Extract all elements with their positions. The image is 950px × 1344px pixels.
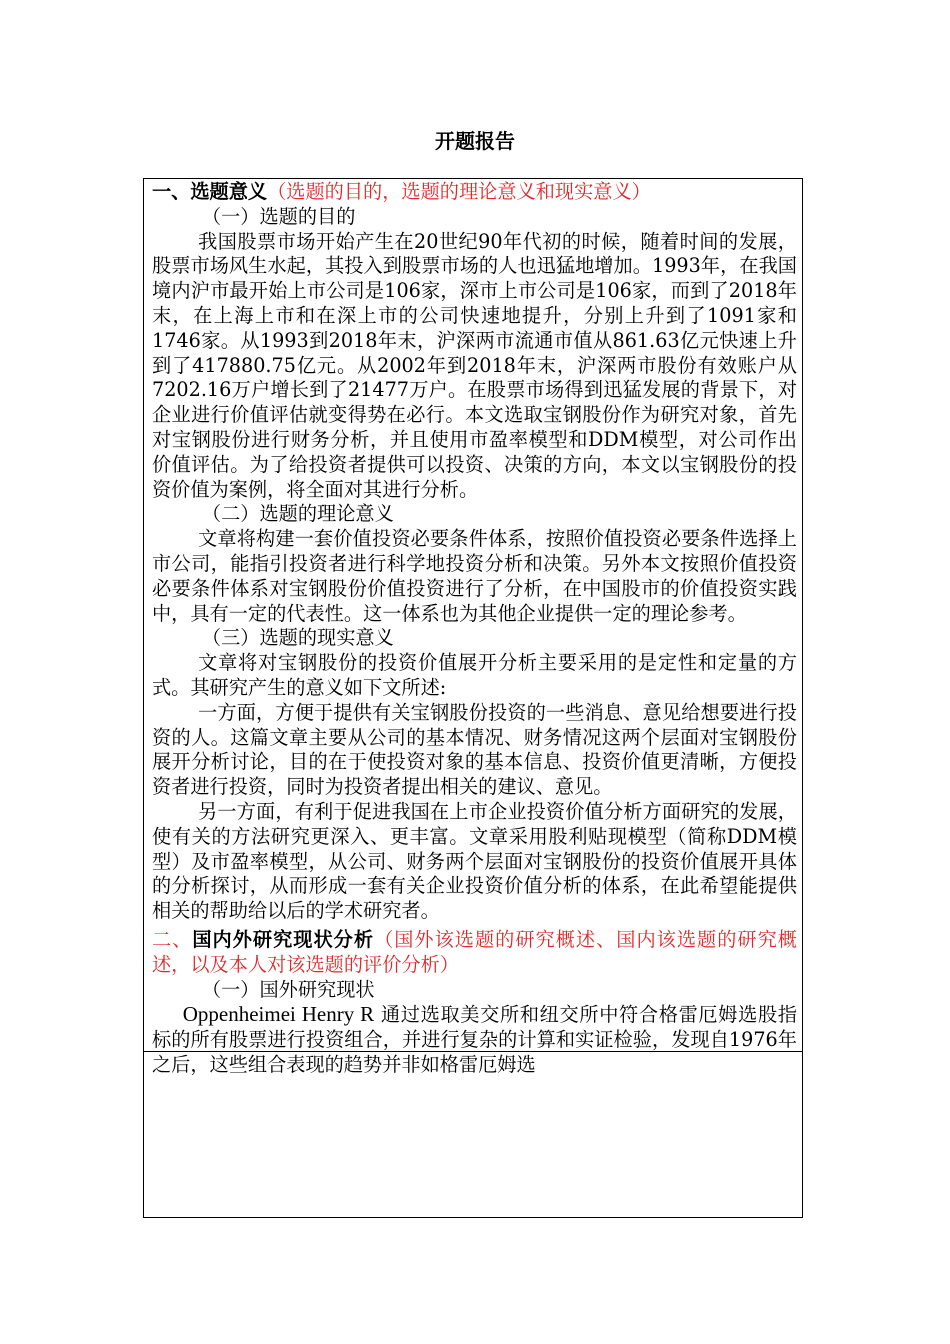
section1-sub3: （三）选题的现实意义 (201, 626, 394, 650)
section1-paragraph-3: 文章将对宝钢股份的投资价值展开分析主要采用的是定性和定量的方式。其研究产生的意义如下文所述: (152, 651, 797, 699)
section1-heading: 一、选题意义 (152, 180, 268, 203)
section2-paragraph-1 (152, 1002, 797, 1077)
page-title: 开题报告 (435, 129, 515, 153)
section1-paragraph-5: 另一方面，有利于促进我国在上市企业投资价值分析方面研究的发展，使有关的方法研究更深入、更丰富。文章采用股利贴现模型（简称DDM模型）及市盈率模型，从公司、财务两个层面对宝钢股份的投资价值展开具体的分析探讨，从而形成一套有关企业投资价值分析的体系，在此希望能提供相关的帮助给以后的学术研究者。 (152, 799, 797, 923)
section1-paragraph-4: 一方面，方便于提供有关宝钢股份投资的一些消息、意见给想要进行投资的人。这篇文章主要从公司的基本情况、财务情况这两个层面对宝钢股份展开分析讨论，目的在于使投资对象的基本信息、投资价值更清晰，方便投资者进行投资，同时为投资者提出相关的建议、意见。 (152, 700, 797, 799)
section2-heading-line (152, 928, 797, 978)
section2-heading-num: 二、 (152, 927, 193, 951)
section1-paragraph-2: 文章将构建一套价值投资必要条件体系，按照价值投资必要条件选择上市公司，能指引投资者进行科学地投资分析和决策。另外本文按照价值投资必要条件体系对宝钢股份价值投资进行了分析，在中国股市的价值投资实践中，具有一定的代表性。这一体系也为其他企业提供一定的理论参考。 (152, 527, 797, 625)
section2-heading: 国内外研究现状分析 (192, 927, 375, 951)
section2-sub1: （一）国外研究现状 (201, 977, 375, 1001)
section1-paragraph-1: 我国股票市场开始产生在20世纪90年代初的时候，随着时间的发展，股票市场风生水起，其投入到股票市场的人也迅猛地增加。1993年，在我国境内沪市最开始上市公司是106家，深市上市公司是106家，而到了2018年末，在上海上市和在深上市的公司快速地提升，分别上升到了1091家和1746家。从1993到2018年末，沪深两市流通市值从861.63亿元快速上升到了417880.75亿元。从2002年到2018年末，沪深两市股份有效账户从7202.16万户增长到了21477万户。在股票市场得到迅猛发展的背景下，对企业进行价值评估就变得势在必行。本文选取宝钢股份作为研究对象，首先对宝钢股份进行财务分析，并且使用市盈率模型和DDM模型，对公司作出价值评估。为了给投资者提供可以投资、决策的方向，本文以宝钢股份的投资价值为案例，将全面对其进行分析。 (152, 229, 797, 501)
section1-heading-note: （选题的目的，选题的理论意义和现实意义） (267, 180, 651, 203)
section2-paragraph-1-author: Oppenheimei Henry R (182, 1002, 375, 1027)
report-content (152, 180, 797, 1078)
section2-heading-note: （国外该选题的研究概述、国内该选题的研究概述，以及本人对该选题的评价分析） (152, 927, 797, 976)
section2-paragraph-1-text: 通过选取美交所和纽交所中符合格雷厄姆选股指标的所有股票进行投资组合，并进行复杂的计算和实证检验，发现自1976年之后，这些组合表现的趋势并非如格雷厄姆选 (152, 1003, 797, 1076)
section1-heading-line (152, 180, 797, 205)
section1-sub1: （一）选题的目的 (201, 204, 356, 228)
section1-sub2: （二）选题的理论意义 (201, 502, 394, 526)
